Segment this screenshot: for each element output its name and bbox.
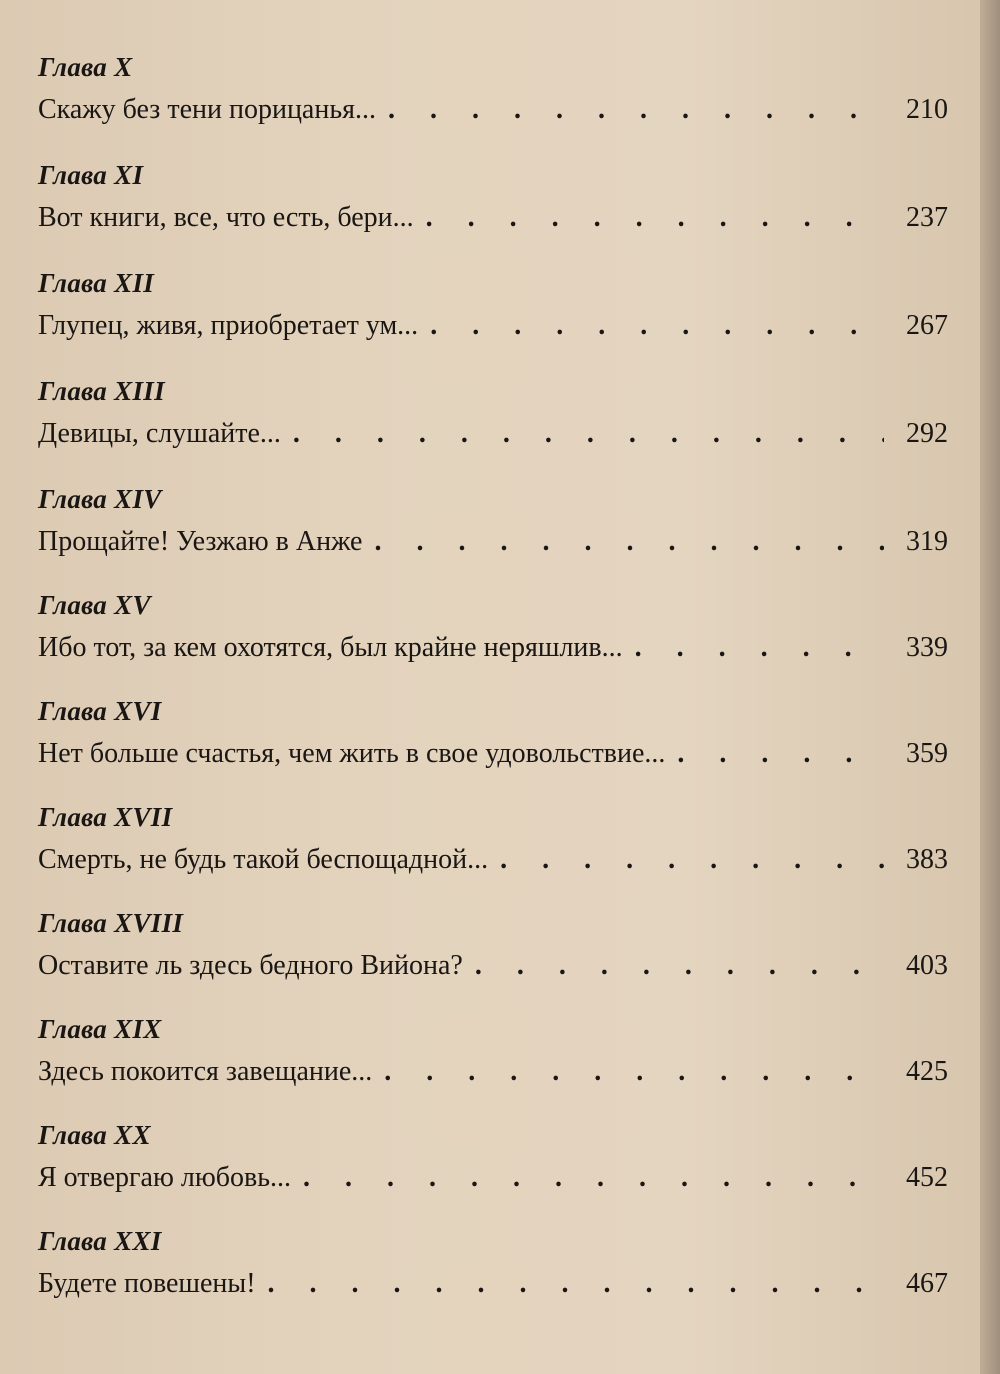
page-number: 403 [906,950,948,981]
page-number: 452 [906,1162,948,1193]
chapter-title: Вот книги, все, что есть, бери... [38,202,414,233]
dot-leader [500,844,884,876]
page-number: 467 [906,1268,948,1299]
page-number: 425 [906,1056,948,1087]
toc-line [38,1162,948,1198]
toc-entry [38,802,948,892]
toc-line [38,418,948,454]
toc-entry [38,160,948,250]
page-number: 319 [906,526,948,557]
page-number: 210 [906,94,948,125]
toc-entry [38,696,948,786]
page-number: 237 [906,202,948,233]
chapter-number: Глава XI [38,160,144,190]
chapter-number: Глава XVIII [38,908,184,938]
chapter-number: Глава XXI [38,1226,162,1256]
toc-line [38,844,948,880]
page-number: 359 [906,738,948,769]
chapter-title: Смерть, не будь такой беспощадной... [38,844,489,875]
dot-leader [475,950,884,982]
chapter-title: Скажу без тени порицанья... [38,94,376,125]
chapter-number: Глава XVI [38,696,162,726]
chapter-number: Глава XIV [38,484,162,514]
page-number: 339 [906,632,948,663]
dot-leader [375,526,885,558]
toc-entry [38,1226,948,1316]
chapter-title: Ибо тот, за кем охотятся, был крайне неряшлив... [38,632,623,663]
chapter-title: Глупец, живя, приобретает ум... [38,310,419,341]
toc-line [38,1268,948,1304]
chapter-title: Здесь покоится завещание... [38,1056,373,1087]
chapter-number: Глава XVII [38,802,173,832]
page-number: 267 [906,310,948,341]
toc-entry [38,376,948,466]
toc-entry [38,484,948,574]
page-number: 383 [906,844,948,875]
dot-leader [303,1162,884,1194]
dot-leader [388,94,884,126]
toc-line [38,94,948,130]
toc-entry [38,1120,948,1210]
dot-leader [293,418,884,450]
dot-leader [430,310,884,342]
page-number: 292 [906,418,948,449]
chapter-number: Глава XII [38,268,155,298]
toc-entry [38,908,948,998]
chapter-title: Прощайте! Уезжаю в Анже [38,526,363,557]
toc-line [38,202,948,238]
chapter-number: Глава XV [38,590,151,620]
dot-leader [426,202,884,234]
chapter-title: Девицы, слушайте... [38,418,281,449]
dot-leader [677,738,884,770]
chapter-number: Глава XX [38,1120,151,1150]
toc-line [38,738,948,774]
chapter-number: Глава XIII [38,376,165,406]
chapter-title: Будете повешены! [38,1268,256,1299]
toc-entry [38,590,948,680]
page-edge [980,0,1000,1374]
chapter-title: Нет больше счастья, чем жить в свое удовольствие... [38,738,666,769]
chapter-number: Глава XIX [38,1014,162,1044]
toc-entry [38,268,948,358]
chapter-number: Глава X [38,52,133,82]
toc-line [38,1056,948,1092]
dot-leader [635,632,884,664]
chapter-title: Оставите ль здесь бедного Вийона? [38,950,463,981]
toc-line [38,526,948,562]
toc-line [38,310,948,346]
toc-line [38,632,948,668]
toc-entry [38,52,948,142]
dot-leader [384,1056,884,1088]
toc-entry [38,1014,948,1104]
dot-leader [268,1268,884,1300]
chapter-title: Я отвергаю любовь... [38,1162,291,1193]
toc-line [38,950,948,986]
